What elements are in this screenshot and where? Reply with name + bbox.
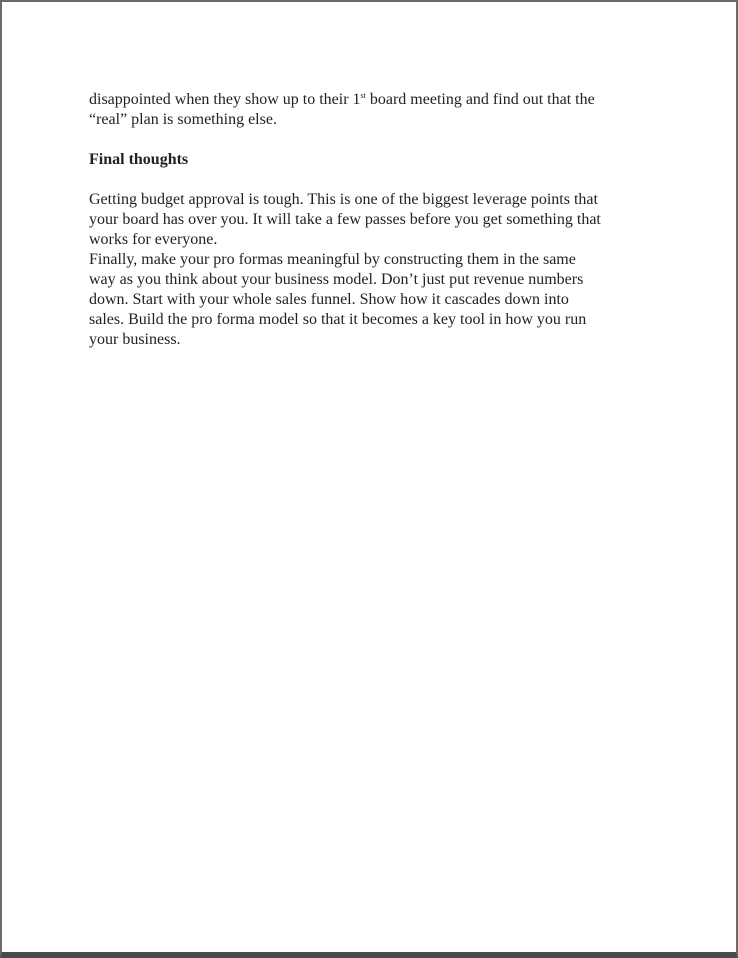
intro-text-start: disappointed when they show up to their 1	[89, 91, 361, 108]
paragraph-budget-approval: Getting budget approval is tough. This is one of the biggest leverage points that your board has over you. It will take a few passes before you get something that works for everyone.	[89, 191, 601, 248]
page-content	[89, 90, 659, 350]
intro-text-end: board meeting and find out that the “real” plan is something else.	[89, 91, 595, 128]
intro-paragraph	[89, 90, 659, 130]
section-heading: Final thoughts	[89, 151, 189, 168]
ordinal-superscript: st	[360, 91, 366, 100]
paragraph-pro-formas: Finally, make your pro formas meaningful by constructing them in the same way as you think about your business model. Don’t just put revenue numbers down. Start with your whole sales funnel. Show how it cascades down into sales. Build the pro forma model so that it becomes a key tool in how you run your business.	[89, 251, 587, 348]
